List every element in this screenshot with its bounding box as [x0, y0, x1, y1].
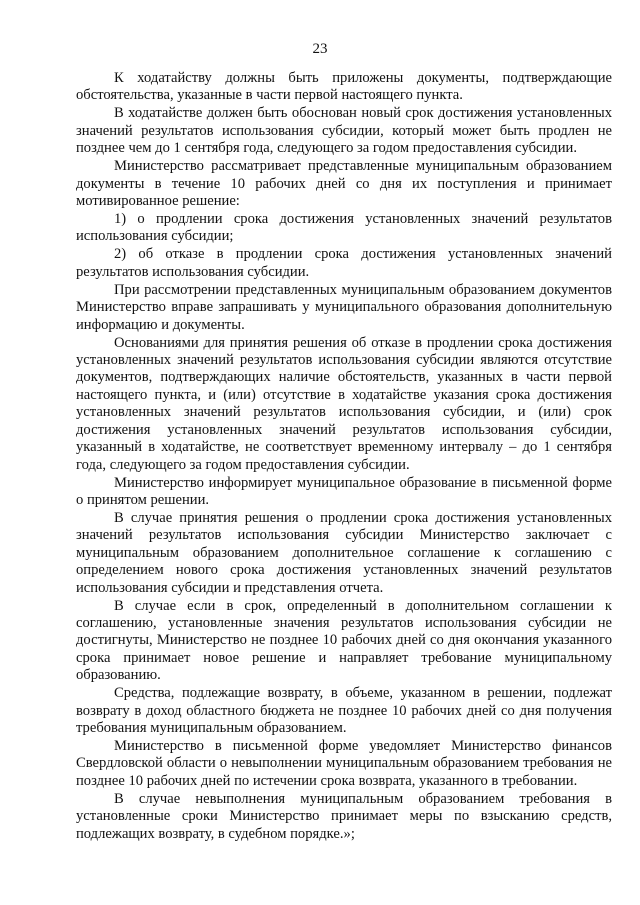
paragraph: В случае если в срок, определенный в дополнительном соглашении к соглашению, установленные значения результатов использования субсидии не достигнуты, Министерство не позднее 10 рабочих дней со дня окончания указанного срока принимает новое решение и направляет требование муниципальному образованию.: [76, 597, 612, 684]
paragraph: При рассмотрении представленных муниципальным образованием документов Министерство вправе запрашивать у муниципального образования дополнительную информацию и документы.: [76, 281, 612, 333]
paragraph: Министерство в письменной форме уведомляет Министерство финансов Свердловской области о невыполнении муниципальным образованием требования не позднее 10 рабочих дней по истечении срока возврата, указанного в требовании.: [76, 737, 612, 789]
paragraph: В ходатайстве должен быть обоснован новый срок достижения установленных значений результатов использования субсидии, который может быть продлен не позднее чем до 1 сентября года, следующего за годом предоставления субсидии.: [76, 105, 612, 157]
paragraph: 2) об отказе в продлении срока достижения установленных значений результатов использования субсидии.: [76, 246, 612, 280]
page-number: 23: [312, 41, 328, 57]
paragraph: Основаниями для принятия решения об отказе в продлении срока достижения установленных значений результатов использования субсидии являются отсутствие документов, подтверждающих наличие обстоятельств, указанных в части первой настоящего пункта, и (или) отсутствие в ходатайстве указания срока достижения установленных значений результатов использования субсидии, и (или) срок достижения установленных значений результатов использования субсидии, указанный в ходатайстве, не соответствует временному интервалу – до 1 сентября года, следующего за годом предоставления субсидии.: [76, 334, 612, 473]
paragraph: В случае принятия решения о продлении срока достижения установленных значений результатов использования субсидии Министерство заключает с муниципальным образованием дополнительное соглашение к соглашению с определением нового срока достижения установленных значений результатов использования субсидии и представления отчета.: [76, 509, 612, 596]
paragraph: Министерство информирует муниципальное образование в письменной форме о принятом решении.: [76, 474, 612, 508]
paragraph: 1) о продлении срока достижения установленных значений результатов использования субсидии;: [76, 211, 612, 245]
paragraph: В случае невыполнения муниципальным образованием требования в установленные сроки Министерство принимает меры по взысканию средств, подлежащих возврату, в судебном порядке.»;: [76, 790, 612, 842]
document-body: [76, 70, 612, 844]
paragraph: К ходатайству должны быть приложены документы, подтверждающие обстоятельства, указанные в части первой настоящего пункта.: [76, 70, 612, 104]
paragraph: Средства, подлежащие возврату, в объеме, указанном в решении, подлежат возврату в доход областного бюджета не позднее 10 рабочих дней со дня получения требования муниципальным образованием.: [76, 685, 612, 736]
paragraph: Министерство рассматривает представленные муниципальным образованием документы в течение 10 рабочих дней со дня их поступления и принимает мотивированное решение:: [76, 158, 612, 210]
